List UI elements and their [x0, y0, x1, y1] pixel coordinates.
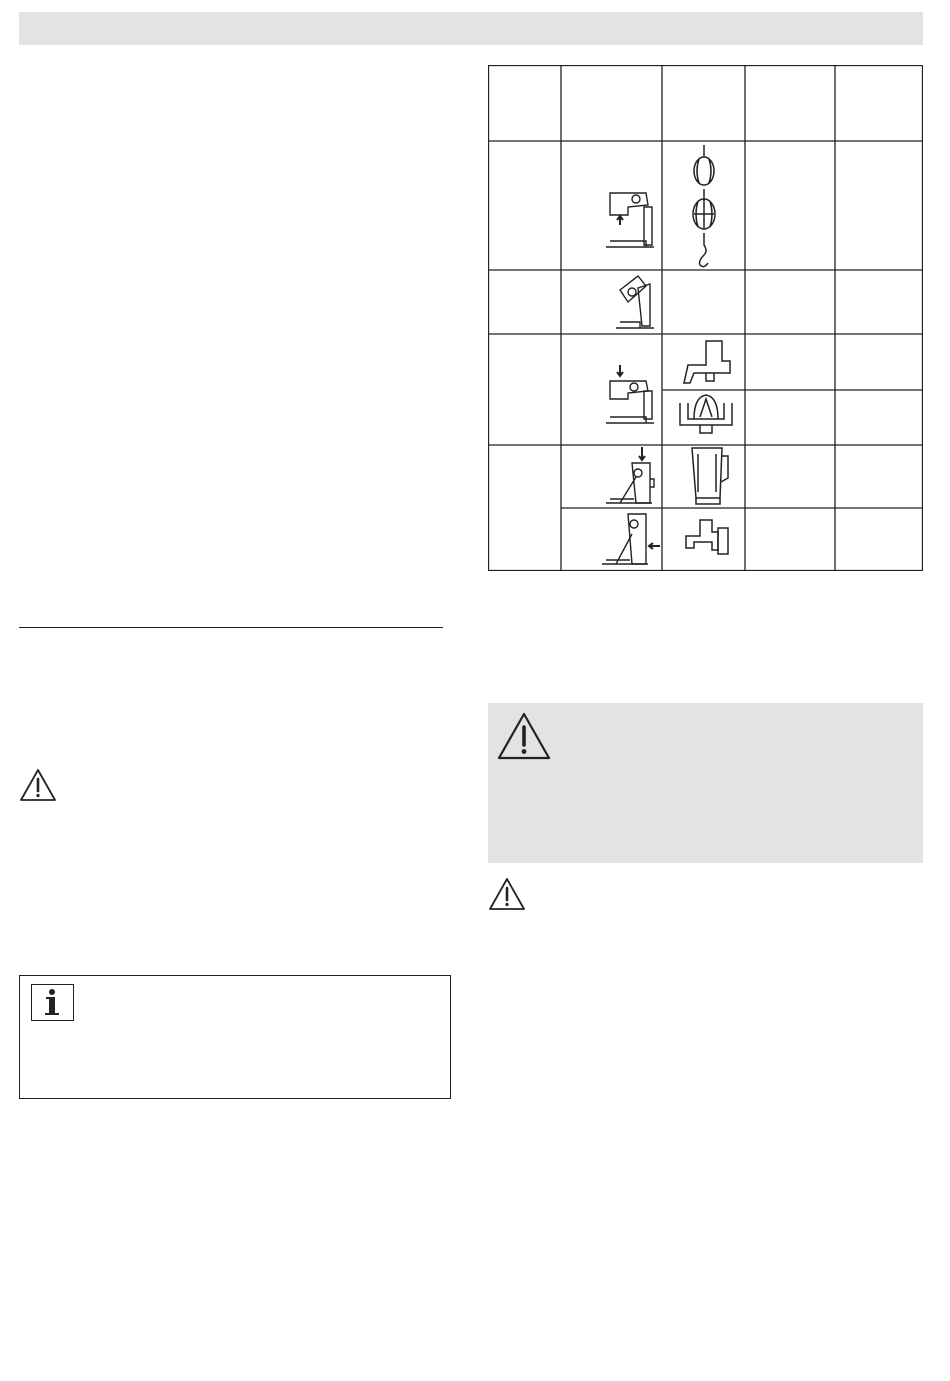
section-header-band	[19, 12, 923, 45]
warning-panel	[488, 703, 923, 863]
dough-hook-icon	[700, 233, 709, 267]
mixer-upright-top-outlet-icon	[606, 447, 654, 503]
balloon-whisk-icon	[693, 189, 715, 229]
speed-settings-table	[488, 65, 923, 571]
section-divider	[19, 627, 443, 628]
warning-triangle-icon	[488, 877, 526, 916]
mincer-icon	[686, 520, 728, 554]
mixer-head-down-icon	[606, 365, 654, 423]
info-note-box	[19, 975, 451, 1099]
warning-triangle-icon	[19, 768, 57, 807]
food-processor-icon	[684, 341, 730, 383]
blender-jug-icon	[692, 448, 728, 504]
mixer-upright-front-outlet-icon	[602, 514, 660, 564]
mixer-head-tilted-icon	[616, 276, 654, 328]
warning-triangle-icon	[496, 711, 552, 766]
mixer-head-up-icon	[606, 193, 654, 247]
info-i-icon	[31, 984, 74, 1021]
citrus-press-icon	[680, 395, 732, 433]
whisk-icon	[694, 145, 714, 185]
